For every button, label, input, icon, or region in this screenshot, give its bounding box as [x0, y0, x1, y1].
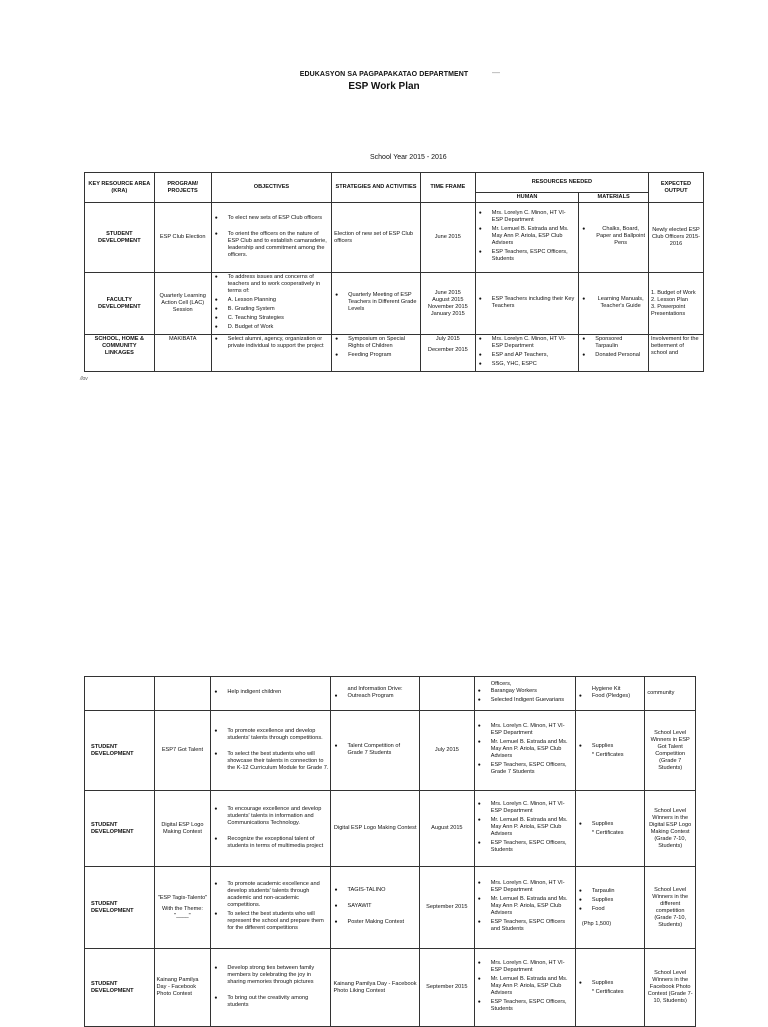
list-item: ● Learning Manuals, Teacher's Guide — [581, 296, 646, 310]
objectives-cell — [211, 711, 331, 791]
human-cell — [474, 711, 575, 791]
list-item: ● Mrs. Lorelyn C. Minon, HT VI- ESP Department — [477, 723, 573, 737]
objectives-cell — [211, 867, 331, 949]
list-item: ● Supplies — [578, 821, 643, 828]
list-item: ● B. Grading System — [214, 306, 329, 313]
table-row — [85, 867, 696, 949]
time-cell — [419, 677, 474, 711]
list-item: ● To address issues and concerns of teachers and to work cooperatively in terms of: — [214, 274, 329, 295]
list-item: ● To promote excellence and develop students' talents through competitions. — [213, 728, 328, 742]
human-cell — [475, 273, 579, 335]
list-item: ● To encourage excellence and develop students' talents in information and Communications Technology. — [213, 806, 328, 827]
col-program: PROGRAM/ PROJECTS — [154, 173, 211, 203]
strategy-cell: Digital ESP Logo Making Contest — [331, 791, 419, 867]
list-item: ● Symposium on Special Rights of Children — [334, 336, 418, 350]
list-item: ● To orient the officers on the nature of ESP Club and to establish camaraderie, leadership and commitment among the officers. — [214, 231, 329, 259]
list-item: ● Feeding Program — [334, 352, 418, 359]
objectives-cell — [211, 335, 331, 372]
output-cell: Involvement for the betterment of school and — [649, 335, 704, 372]
list-item: ● To select the best students who will represent the school and prepare them for the different competitions — [213, 911, 328, 932]
list-item: ● D. Budget of Work — [214, 324, 329, 331]
list-item: ● Mrs. Lorelyn C. Minon, HT VI- ESP Department — [477, 880, 573, 894]
table-row — [85, 273, 704, 335]
col-time-frame: TIME FRAME — [420, 173, 475, 203]
human-cell — [475, 335, 579, 372]
document-page-2 — [0, 660, 768, 1024]
school-year: School Year 2015 - 2016 — [370, 154, 447, 161]
list-item: ● C. Teaching Strategies — [214, 315, 329, 322]
dash-mark: — — [492, 68, 500, 77]
materials-cell — [575, 711, 645, 791]
list-item: ● To select the best students who will showcase their talents in connection to the K-12 Curriculum Module for Grade 7. — [213, 751, 328, 772]
program-cell: ESP7 Got Talent — [154, 711, 211, 791]
strategy-text: and Information Drive: — [347, 685, 403, 692]
program-text: "ESP Tagis-Talento" — [157, 895, 208, 901]
document-page-1 — [0, 0, 768, 400]
program-cell: Kainang Pamilya Day - Facebook Photo Contest — [154, 949, 211, 1027]
table-row — [85, 203, 704, 273]
table-row — [85, 711, 696, 791]
time-cell: September 2015 — [419, 867, 474, 949]
materials-cell — [579, 203, 649, 273]
materials-cell — [575, 867, 645, 949]
list-item: ● Select alumni, agency, organization or private individual to support the project — [214, 336, 329, 350]
program-cell: Quarterly Learning Action Cell (LAC) Session — [154, 273, 211, 335]
kra-cell: STUDENT DEVELOPMENT — [85, 949, 155, 1027]
list-item: ● Barangay Workers — [477, 688, 573, 695]
list-item: ● Talent Competition of Grade 7 Students — [333, 743, 416, 757]
kra-cell — [85, 677, 155, 711]
program-cell: MAKIBATA — [154, 335, 211, 372]
list-item: ● ESP Teachers, ESPC Officers, Students — [478, 249, 577, 263]
materials-budget: (Php 1,500) — [581, 920, 612, 927]
kra-cell: SCHOOL, HOME & COMMUNITY LINKAGES — [85, 335, 155, 372]
list-item: ● To promote academic excellence and develop students' talents through academic and non-academic competitions. — [213, 881, 328, 909]
human-text: Officers, — [490, 681, 512, 687]
human-cell — [474, 867, 575, 949]
list-item: ● ESP Teachers, ESPC Officers and Students — [477, 919, 573, 933]
list-item: ● ESP Teachers, ESPC Officers, Students — [477, 840, 573, 854]
time-cell: September 2015 — [419, 949, 474, 1027]
human-cell — [475, 203, 579, 273]
strategy-cell — [332, 335, 421, 372]
list-item: ● SAYAWIT — [333, 903, 416, 910]
list-item: ● Mr. Lemuel B. Estrada and Ms. May Ann P. Ariola, ESP Club Advisers — [477, 896, 573, 917]
work-plan-table — [84, 172, 704, 372]
col-materials: MATERIALS — [579, 193, 649, 203]
output-value: 2. Lesson Plan — [651, 296, 689, 303]
list-item: ● A. Lesson Planning — [214, 297, 329, 304]
kra-cell: FACULTY DEVELOPMENT — [85, 273, 155, 335]
list-item: ● Food — [578, 906, 643, 913]
list-item: ● Sponsored Tarpaulin — [581, 336, 646, 350]
output-cell: School Level Winners in ESP Got Talent Competition (Grade 7 Students) — [645, 711, 696, 791]
materials-cell — [575, 949, 645, 1027]
program-cell — [154, 867, 211, 949]
list-item: ● ESP and AP Teachers, — [478, 352, 577, 359]
list-item: ● To bring out the creativity among students — [213, 995, 328, 1009]
output-cell: School Level Winners in the Facebook Photo Contest (Grade 7-10, Students) — [645, 949, 696, 1027]
list-item: ● Donated Personal — [581, 352, 646, 359]
program-cell: ESP Club Election — [154, 203, 211, 273]
output-cell: Newly elected ESP Club Officers 2015-2016 — [649, 203, 704, 273]
page-title: ESP Work Plan — [348, 81, 420, 92]
col-resources: RESOURCES NEEDED — [475, 173, 648, 193]
list-item: ● Mr. Lemuel B. Estrada and Ms. May Ann P. Ariola, ESP Club Advisers — [477, 976, 573, 997]
objectives-cell — [211, 273, 331, 335]
materials-cell — [579, 335, 649, 372]
kra-cell: STUDENT DEVELOPMENT — [85, 867, 155, 949]
strategy-cell: Kainang Pamilya Day - Facebook Photo Liking Contest — [331, 949, 419, 1027]
time-cell — [420, 273, 475, 335]
strategy-cell — [331, 867, 419, 949]
list-item: ● Mrs. Lorelyn C. Minon, HT VI- ESP Department — [478, 336, 577, 350]
strategy-cell: Election of new set of ESP Club officers — [332, 203, 421, 273]
list-item: ● Mrs. Lorelyn C. Minon, HT VI- ESP Department — [477, 960, 573, 974]
list-item: ● Supplies — [578, 897, 643, 904]
time-cell — [420, 335, 475, 372]
program-cell: Digital ESP Logo Making Contest — [154, 791, 211, 867]
list-item: ● ESP Teachers including their Key Teachers — [478, 296, 577, 310]
list-item: ● Chalks, Board, Paper and Ballpoint Pens — [581, 226, 646, 247]
list-item: ● Recognize the exceptional talent of students in terms of multimedia project — [213, 836, 328, 850]
time-cell: July 2015 — [419, 711, 474, 791]
list-item: ● TAGIS-TALINO — [333, 887, 416, 894]
materials-text: * Certificates — [591, 751, 624, 758]
program-theme: With the Theme: "____" — [161, 906, 203, 919]
list-item: ● Selected Indigent Guevarians — [477, 697, 573, 704]
materials-text: Hygiene Kit — [591, 685, 621, 692]
time-cell: August 2015 — [419, 791, 474, 867]
time-value: June 2015 — [434, 289, 461, 296]
human-cell — [474, 949, 575, 1027]
materials-cell — [575, 677, 645, 711]
materials-cell — [579, 273, 649, 335]
human-cell — [474, 791, 575, 867]
list-item: ● Poster Making Contest — [333, 919, 416, 926]
materials-text: * Certificates — [591, 829, 624, 836]
list-item: ● Mr. Lemuel B. Estrada and Ms. May Ann P. Ariola, ESP Club Advisers — [477, 817, 573, 838]
human-cell — [474, 677, 575, 711]
list-item: ● Develop strong ties between family members by celebrating the joy in sharing memories through pictures — [213, 965, 328, 986]
list-item: ● Outreach Program — [333, 693, 416, 700]
list-item: ● Mrs. Lorelyn C. Minon, HT VI- ESP Department — [477, 801, 573, 815]
list-item: ● To elect new sets of ESP Club officers — [214, 215, 329, 222]
output-cell — [649, 273, 704, 335]
footnote: /lov — [80, 376, 88, 382]
list-item: ● Supplies — [578, 743, 643, 750]
list-item: ● ESP Teachers, ESPC Officers, Grade 7 Students — [477, 762, 573, 776]
list-item: ● SSG, YHC, ESPC — [478, 361, 577, 368]
strategy-cell — [331, 677, 419, 711]
work-plan-table-continued — [84, 676, 696, 1027]
output-cell: School Level Winners in the different competition (Grade 7-10, Students) — [645, 867, 696, 949]
program-cell — [154, 677, 211, 711]
list-item: ● Help indigent children — [213, 689, 328, 696]
table-row — [85, 677, 696, 711]
kra-cell: STUDENT DEVELOPMENT — [85, 203, 155, 273]
list-item: ● Tarpaulin — [578, 888, 643, 895]
time-cell: June 2015 — [420, 203, 475, 273]
output-value: 1. Budget of Work — [651, 289, 696, 296]
output-value: 3. Powerpoint Presentations — [651, 303, 686, 317]
output-cell: community — [645, 677, 696, 711]
time-value: November 2015 — [427, 303, 468, 310]
objectives-cell — [211, 677, 331, 711]
list-item: ● Mrs. Lorelyn C. Minon, HT VI- ESP Department — [478, 210, 577, 224]
time-value: August 2015 — [432, 296, 464, 303]
time-value: July 2015 — [435, 336, 460, 342]
col-human: HUMAN — [475, 193, 579, 203]
strategy-cell — [332, 273, 421, 335]
list-item: ● ESP Teachers, ESPC Officers, Students — [477, 999, 573, 1013]
objectives-cell — [211, 949, 331, 1027]
strategy-cell — [331, 711, 419, 791]
table-row — [85, 335, 704, 372]
col-output: EXPECTED OUTPUT — [649, 173, 704, 203]
time-value: December 2015 — [427, 347, 468, 353]
output-cell: School Level Winners in the Digital ESP Logo Making Contest (Grade 7-10, Students) — [645, 791, 696, 867]
col-objectives: OBJECTIVES — [211, 173, 331, 203]
kra-cell: STUDENT DEVELOPMENT — [85, 711, 155, 791]
kra-cell: STUDENT DEVELOPMENT — [85, 791, 155, 867]
objectives-cell — [211, 203, 331, 273]
list-item: ● Mr. Lemuel B. Estrada and Ms. May Ann P. Ariola, ESP Club Advisers — [478, 226, 577, 247]
list-item: ● Mr. Lemuel B. Estrada and Ms. May Ann P. Ariola, ESP Club Advisers — [477, 739, 573, 760]
list-item: ● Food (Pledges) — [578, 693, 643, 700]
col-kra: KEY RESOURCE AREA (KRA) — [85, 173, 155, 203]
table-row — [85, 791, 696, 867]
materials-cell — [575, 791, 645, 867]
list-item: ● Supplies — [578, 980, 643, 987]
table-row — [85, 949, 696, 1027]
department-heading: EDUKASYON SA PAGPAPAKATAO DEPARTMENT — [299, 71, 469, 78]
materials-text: * Certificates — [591, 988, 624, 995]
objectives-cell — [211, 791, 331, 867]
table-header-row — [85, 173, 704, 193]
time-value: January 2015 — [430, 310, 465, 317]
col-strategies: STRATEGIES AND ACTIVITIES — [332, 173, 421, 203]
list-item: ● Quarterly Meeting of ESP Teachers in Different Grade Levels — [334, 292, 418, 313]
